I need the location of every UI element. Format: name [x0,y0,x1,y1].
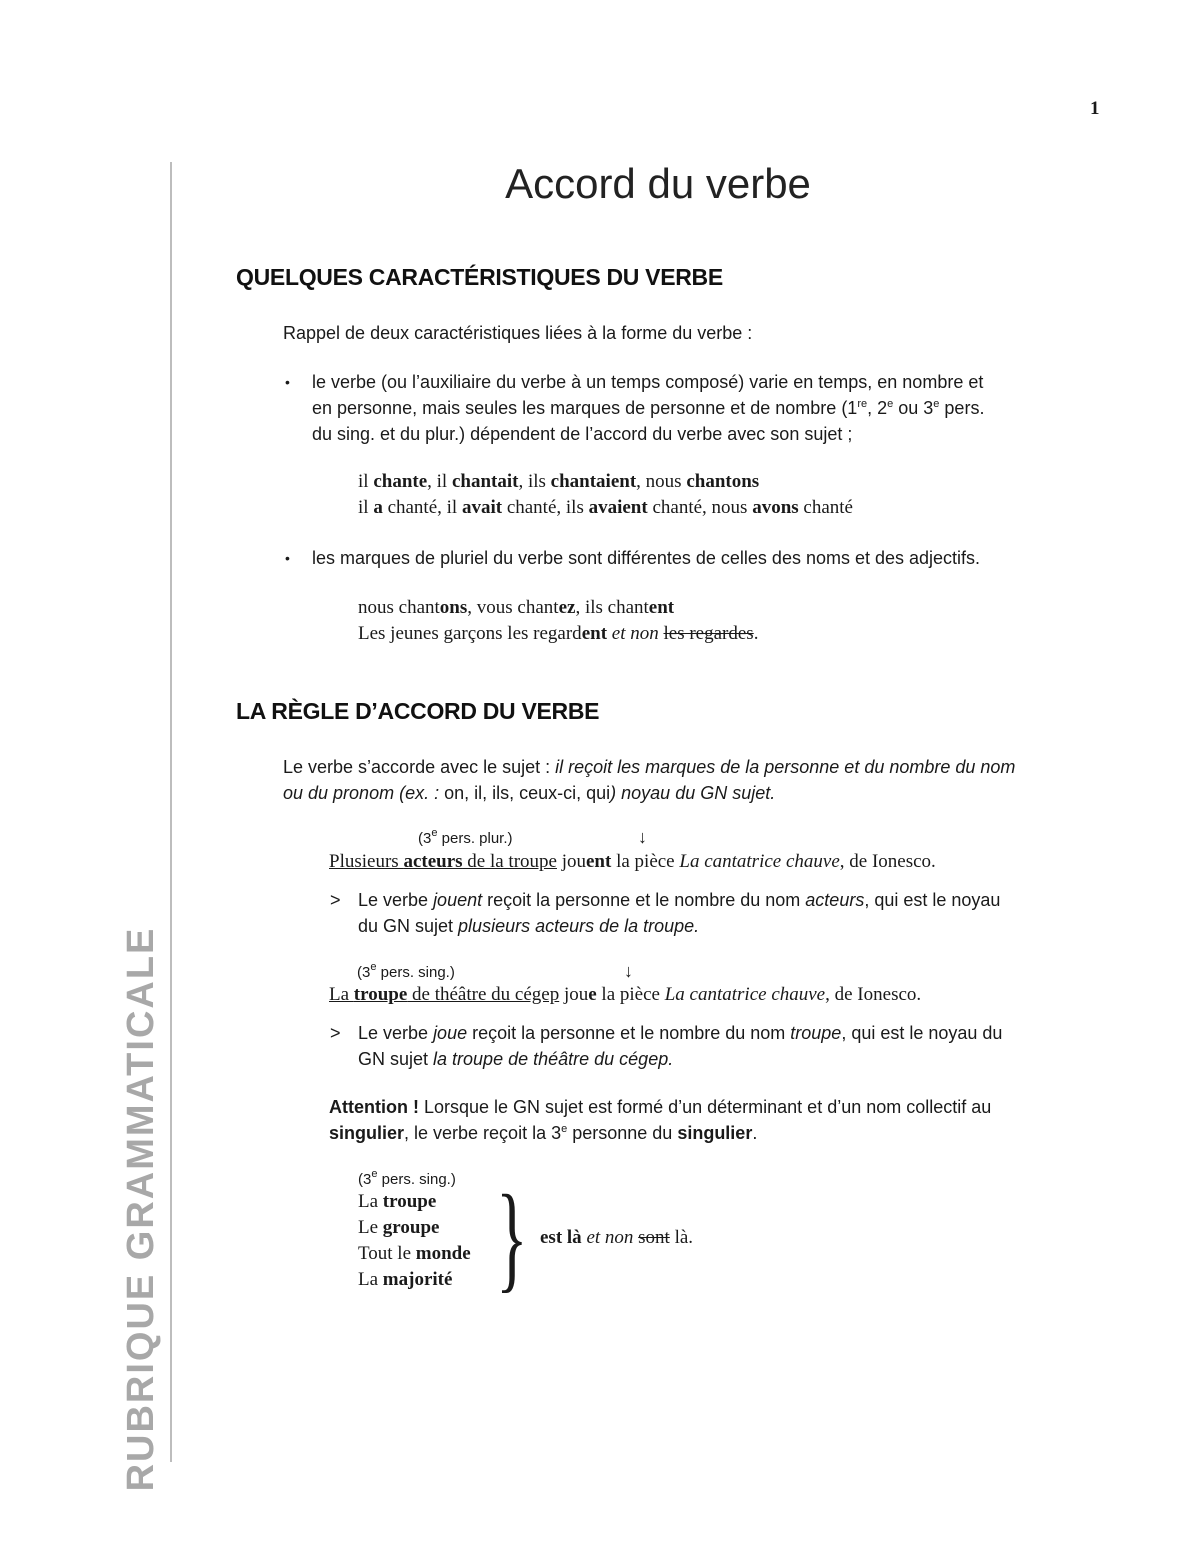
rule-statement: Le verbe s’accorde avec le sujet : il reçoit les marques de la personne et du nombre du nom ou du pronom (ex. : on, il, ils, ceux-ci, qui) noyau du GN sujet. [283,757,1016,803]
attention-note: Attention ! Lorsque le GN sujet est formé d’un déterminant et d’un nom collectif au singulier, le verbe reçoit la 3e personne du singulier. [329,1097,992,1143]
curly-brace: } [496,1170,528,1303]
explanation-marker: > [330,890,341,910]
collective-noun-list [358,1189,471,1293]
page-title: Accord du verbe [505,160,811,207]
list-item: Tout le monde [358,1243,471,1264]
example-simple-tenses: il chante, il chantait, ils chantaient, nous chantons [358,471,760,492]
section-heading-rule: LA RÈGLE D’ACCORD DU VERBE [236,698,600,724]
sidebar-divider [170,162,172,1462]
example-1-sentence: Plusieurs acteurs de la troupe jouent la pièce La cantatrice chauve, de Ionesco. [329,851,936,872]
section-heading-characteristics: QUELQUES CARACTÉRISTIQUES DU VERBE [236,264,723,290]
example-noun-vs-verb-plural: Les jeunes garçons les regardent et non les regardes. [358,623,759,644]
list-item: La majorité [358,1269,453,1290]
list-item: Le groupe [358,1217,440,1238]
collective-predicate: est là et non sont là. [540,1227,694,1248]
sidebar-section-label: RUBRIQUE GRAMMATICALE [120,926,162,1492]
down-arrow-icon: ↓ [624,961,633,981]
example-1-annotation: (3e pers. plur.) [418,827,513,847]
explanation-marker: > [330,1023,341,1043]
bullet-item-1 [312,369,1112,447]
example-plural-endings: nous chantons, vous chantez, ils chantent [358,597,675,618]
bullet-item-2: les marques de pluriel du verbe sont différentes de celles des noms et des adjectifs. [312,548,981,568]
down-arrow-icon: ↓ [638,827,647,847]
example-2-explanation: Le verbe joue reçoit la personne et le nombre du nom troupe, qui est le noyau du GN sujet la troupe de théâtre du cégep. [358,1023,1003,1069]
bullet-marker: • [285,374,290,390]
bullet-1-line-1: le verbe (ou l’auxiliaire du verbe à un temps composé) varie en temps, en nombre et [312,372,984,392]
example-2-annotation: (3e pers. sing.) [357,961,455,981]
list-item: La troupe [358,1191,437,1212]
collective-annotation: (3e pers. sing.) [358,1168,456,1188]
bullet-marker: • [285,550,290,566]
bullet-1-line-2: en personne, mais seules les marques de personne et de nombre (1re, 2e ou 3e pers. [312,398,985,418]
page-number: 1 [1090,98,1100,119]
example-compound-tenses: il a chanté, il avait chanté, ils avaient chanté, nous avons chanté [358,497,853,518]
intro-text: Rappel de deux caractéristiques liées à la forme du verbe : [283,323,753,343]
example-1-explanation: Le verbe jouent reçoit la personne et le nombre du nom acteurs, qui est le noyau du GN sujet plusieurs acteurs de la troupe. [358,890,1001,936]
bullet-1-line-3: du sing. et du plur.) dépendent de l’accord du verbe avec son sujet ; [312,424,853,444]
example-2-sentence: La troupe de théâtre du cégep joue la pièce La cantatrice chauve, de Ionesco. [329,984,922,1005]
